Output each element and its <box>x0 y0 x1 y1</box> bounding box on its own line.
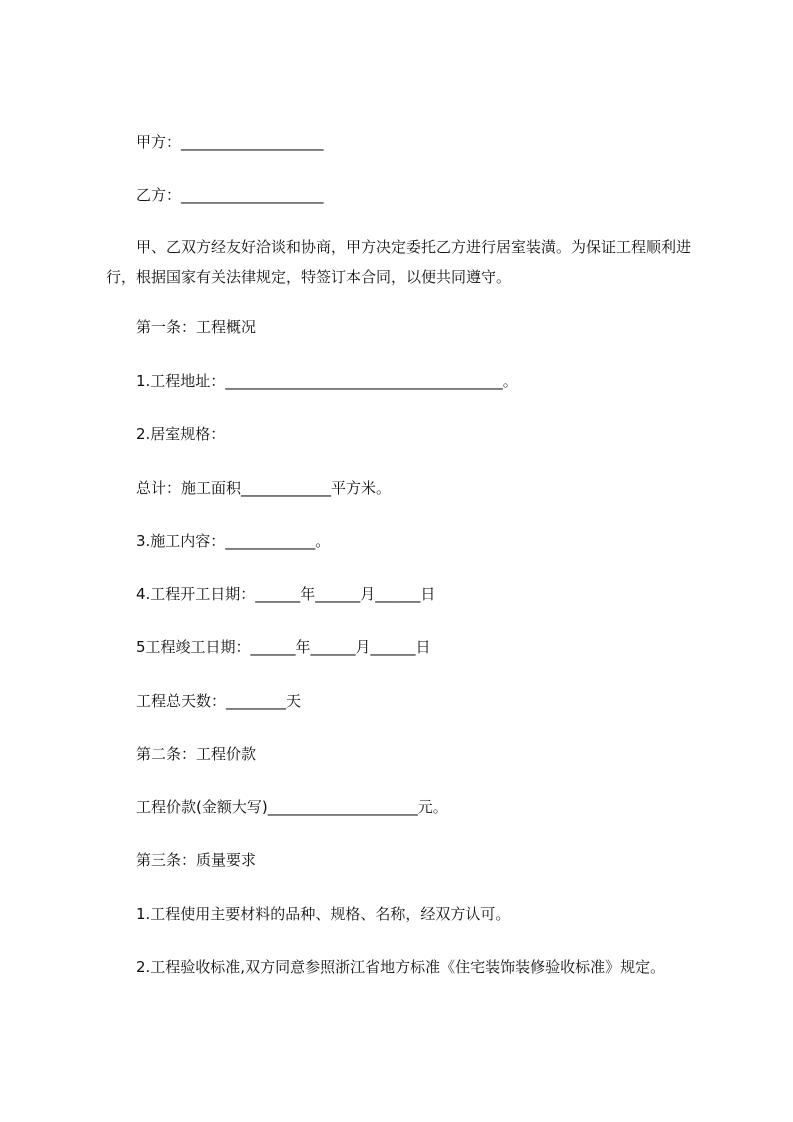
item-5-end-date: 5工程竣工日期：______年______月______日 <box>136 638 431 656</box>
article-1-title: 第一条：工程概况 <box>136 318 257 336</box>
price-line: 工程价款(金额大写)____________________元。 <box>136 798 448 816</box>
article-2-title: 第二条：工程价款 <box>136 745 257 763</box>
preamble-paragraph: 甲、乙双方经友好洽谈和协商，甲方决定委托乙方进行居室装潢。为保证工程顺利进行，根据国家有关法律规定，特签订本合同，以便共同遵守。 <box>106 238 692 286</box>
party-a-line: 甲方：___________________ <box>136 133 324 151</box>
item-4-start-date: 4.工程开工日期：______年______月______日 <box>136 585 436 603</box>
item-3-content: 3.施工内容：____________。 <box>136 532 331 550</box>
quality-item-2: 2.工程验收标准,双方同意参照浙江省地方标准《住宅装饰装修验收标准》规定。 <box>136 958 666 976</box>
quality-item-1: 1.工程使用主要材料的品种、规格、名称，经双方认可。 <box>136 905 511 923</box>
party-b-line: 乙方：___________________ <box>136 186 324 204</box>
item-1-address: 1.工程地址：_____________________________________。 <box>136 372 518 390</box>
article-3-title: 第三条：质量要求 <box>136 851 257 869</box>
total-days: 工程总天数：________天 <box>136 692 302 710</box>
item-2-spec: 2.居室规格： <box>136 425 226 443</box>
total-area: 总计：施工面积____________平方米。 <box>136 479 392 497</box>
